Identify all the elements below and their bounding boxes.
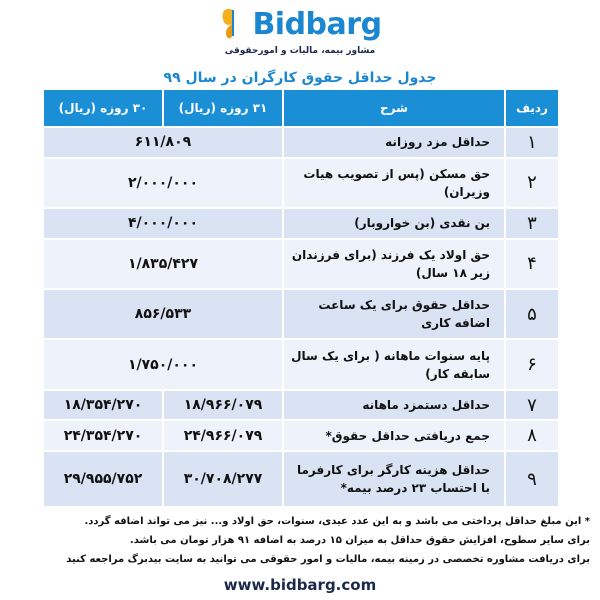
- row-description: بن نقدی (بن خواروبار): [283, 208, 505, 239]
- header-31-days: ۳۱ روزه (ریال): [163, 89, 283, 127]
- header-description: شرح: [283, 89, 505, 127]
- header-30-days: ۳۰ روزه (ریال): [43, 89, 163, 127]
- logo: [0, 4, 600, 44]
- row-description: حداقل هزینه کارگر برای کارفرما با احتساب ۲۳ درصد بیمه*: [283, 451, 505, 507]
- row-value: ۱/۸۳۵/۴۲۷: [43, 239, 283, 289]
- brand-tagline: مشاور بیمه، مالیات و امورحقوقی: [224, 46, 376, 56]
- table-header-row: [43, 89, 559, 127]
- table-row: [43, 390, 559, 421]
- table-row: [43, 339, 559, 389]
- row-value: ۶۱۱/۸۰۹: [43, 127, 283, 158]
- table-row: [43, 420, 559, 451]
- row-index: ۴: [505, 239, 559, 289]
- brand-name: Bidbarg: [252, 6, 382, 42]
- footnote: برای دریافت مشاوره تخصصی در زمینه بیمه، مالیات و امور حقوقی می توانید به سایت بیدبرگ مراجعه کنید: [66, 554, 590, 565]
- row-description: حق مسکن (پس از تصویب هیات وزیران): [283, 158, 505, 208]
- table-row: [43, 208, 559, 239]
- row-value: ۱/۷۵۰/۰۰۰: [43, 339, 283, 389]
- page-title: جدول حداقل حقوق کارگران در سال ۹۹: [163, 70, 437, 86]
- footnote: برای سایر سطوح، افزایش حقوق حداقل به میزان ۱۵ درصد به اضافه ۹۱ هزار تومان می باشد.: [129, 535, 590, 546]
- row-index: ۷: [505, 390, 559, 421]
- wage-table: [42, 88, 560, 508]
- row-index: ۹: [505, 451, 559, 507]
- row-index: ۲: [505, 158, 559, 208]
- row-description: جمع دریافتی حداقل حقوق*: [283, 420, 505, 451]
- row-description: حداقل دستمزد ماهانه: [283, 390, 505, 421]
- row-index: ۳: [505, 208, 559, 239]
- row-index: ۶: [505, 339, 559, 389]
- row-value: ۴/۰۰۰/۰۰۰: [43, 208, 283, 239]
- row-value-31-days: ۱۸/۹۶۶/۰۷۹: [163, 390, 283, 421]
- header-index: ردیف: [505, 89, 559, 127]
- table-row: [43, 127, 559, 158]
- row-description: حق اولاد یک فرزند (برای فرزندان زیر ۱۸ سال): [283, 239, 505, 289]
- butterfly-logo-icon: [218, 6, 248, 42]
- row-value-31-days: ۲۴/۹۶۶/۰۷۹: [163, 420, 283, 451]
- row-value-30-days: ۲۴/۳۵۴/۲۷۰: [43, 420, 163, 451]
- row-description: حداقل مزد روزانه: [283, 127, 505, 158]
- table-row: [43, 239, 559, 289]
- row-value-30-days: ۱۸/۳۵۴/۲۷۰: [43, 390, 163, 421]
- website-link[interactable]: www.bidbarg.com: [223, 576, 377, 594]
- row-index: ۵: [505, 289, 559, 339]
- footnotes: [40, 512, 590, 569]
- row-value-30-days: ۲۹/۹۵۵/۷۵۲: [43, 451, 163, 507]
- row-index: ۱: [505, 127, 559, 158]
- row-value-31-days: ۳۰/۷۰۸/۲۷۷: [163, 451, 283, 507]
- row-index: ۸: [505, 420, 559, 451]
- table-row: [43, 451, 559, 507]
- row-description: پایه سنوات ماهانه ( برای یک سال سابقه کار): [283, 339, 505, 389]
- footnote: * این مبلغ حداقل پرداختی می باشد و به این عدد عیدی، سنوات، حق اولاد و... نیز می تواند اضافه گردد.: [84, 516, 590, 527]
- row-value: ۲/۰۰۰/۰۰۰: [43, 158, 283, 208]
- brand-header: [0, 4, 600, 56]
- table-row: [43, 158, 559, 208]
- row-description: حداقل حقوق برای یک ساعت اضافه کاری: [283, 289, 505, 339]
- row-value: ۸۵۶/۵۳۳: [43, 289, 283, 339]
- table-row: [43, 289, 559, 339]
